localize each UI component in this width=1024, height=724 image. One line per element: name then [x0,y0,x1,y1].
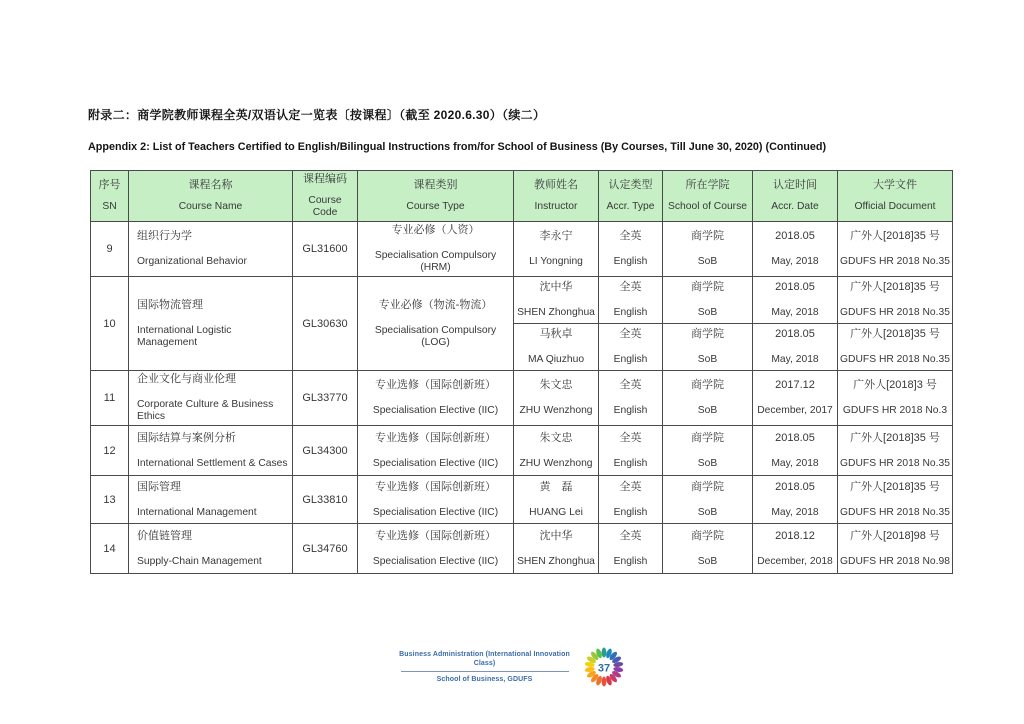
type-cell [358,426,514,476]
header-sn-en: SN [102,201,117,212]
school-cell [663,324,753,371]
doc-en: GDUFS HR 2018 No.35 [840,354,950,365]
doc-en: GDUFS HR 2018 No.35 [840,457,950,469]
date-zh: 2018.05 [775,230,815,242]
header-course-type-en: Course Type [406,201,465,212]
accr-type-en: English [613,354,648,365]
type-cell [358,524,514,574]
instructor-zh: 沈中华 [539,281,573,293]
accr-type-en: English [613,405,648,416]
header-instructor-en: Instructor [534,201,578,212]
school-cell [663,524,753,574]
header-accr-date-en: Accr. Date [771,201,819,212]
sn-cell: 13 [91,476,129,524]
date-en: December, 2018 [757,555,833,567]
accr-type-cell [599,277,663,324]
instructor-en: ZHU Wenzhong [519,405,593,416]
type-zh: 专业必修（物流-物流） [378,298,493,311]
course-en: International Management [137,506,257,518]
sn-cell: 9 [91,222,129,277]
type-en: Specialisation Compulsory (HRM) [374,250,497,273]
code-cell: GL33810 [293,476,358,524]
school-cell [663,426,753,476]
school-zh: 商学院 [691,230,724,242]
instructor-zh: 李永宁 [539,230,573,242]
course-zh: 国际管理 [137,480,181,493]
instructor-zh: 马秋卓 [539,328,573,340]
header-school [663,171,753,222]
school-zh: 商学院 [691,431,724,444]
sn-cell: 10 [91,277,129,371]
accr-type-cell [599,324,663,371]
table-row [91,371,953,426]
title-chinese: 附录二：商学院教师课程全英/双语认定一览表〔按课程〕（截至 2020.6.30）（续二） [88,108,546,122]
accr-type-zh: 全英 [619,431,642,444]
accr-type-cell [599,524,663,574]
code-cell: GL34300 [293,426,358,476]
school-en: SoB [697,405,718,416]
school-en: SoB [697,354,718,365]
date-cell [753,222,838,277]
date-en: May, 2018 [771,506,819,518]
table-row [91,277,953,324]
type-zh: 专业选修（国际创新班） [375,431,496,444]
type-zh: 专业必修（人资） [391,224,480,236]
header-sn [91,171,129,222]
course-cell [129,222,293,277]
certification-table [90,170,953,574]
accr-type-zh: 全英 [619,230,642,242]
header-accr-date-zh: 认定时间 [773,179,817,191]
school-zh: 商学院 [691,529,724,542]
date-en: May, 2018 [771,354,819,365]
accr-type-zh: 全英 [619,379,642,391]
doc-en: GDUFS HR 2018 No.35 [840,307,950,318]
school-cell [663,222,753,277]
school-cell [663,371,753,426]
doc-cell [838,222,953,277]
header-official-doc-en: Official Document [854,201,936,212]
instructor-en: SHEN Zhonghua [517,555,595,567]
accr-type-cell [599,426,663,476]
header-accr-type-zh: 认定类型 [608,179,653,191]
course-zh: 企业文化与商业伦理 [137,373,236,385]
footer-program-line: Business Administration (International Innovation Class) [399,651,570,667]
doc-cell [838,324,953,371]
date-cell [753,324,838,371]
instructor-en: SHEN Zhonghua [517,307,595,318]
doc-cell [838,426,953,476]
type-zh: 专业选修（国际创新班） [375,480,496,493]
header-official-doc [838,171,953,222]
accr-type-en: English [613,555,648,567]
doc-en: GDUFS HR 2018 No.3 [842,405,948,416]
table-row [91,222,953,277]
header-course-name-zh: 课程名称 [188,179,233,191]
instructor-cell [514,324,599,371]
school-en: SoB [697,256,718,267]
page-footer [0,645,1024,689]
table-row [91,524,953,574]
course-en: Organizational Behavior [137,256,247,267]
course-en: Corporate Culture & Business Ethics [137,399,274,422]
date-en: May, 2018 [771,256,819,267]
doc-en: GDUFS HR 2018 No.98 [840,555,950,567]
instructor-en: HUANG Lei [529,506,583,518]
date-en: May, 2018 [771,457,819,469]
type-zh: 专业选修（国际创新班） [375,379,496,391]
date-zh: 2018.05 [775,431,815,444]
date-zh: 2018.05 [775,328,815,340]
doc-zh: 广外人[2018]35 号 [850,328,940,340]
course-cell [129,524,293,574]
header-course-code-zh: 课程编码 [303,173,347,185]
header-accr-type-en: Accr. Type [606,201,655,212]
date-zh: 2018.05 [775,281,815,293]
title-english: Appendix 2: List of Teachers Certified to English/Bilingual Instructions from/for School of Business (By Courses, Till June 30, 2020) (Continued) [88,141,827,153]
accr-type-en: English [613,457,648,469]
date-cell [753,426,838,476]
header-instructor-zh: 教师姓名 [534,179,578,191]
school-cell [663,277,753,324]
page-number: 37 [597,662,610,675]
date-cell [753,277,838,324]
course-en: International Settlement & Cases [137,457,288,469]
instructor-cell [514,476,599,524]
course-en: Supply-Chain Management [137,555,262,567]
instructor-cell [514,426,599,476]
instructor-zh: 朱文忠 [539,431,573,444]
instructor-cell [514,277,599,324]
header-school-en: School of Course [668,201,747,212]
doc-zh: 广外人[2018]35 号 [850,480,940,493]
page-number-logo [582,645,626,689]
school-zh: 商学院 [691,480,724,493]
accr-type-cell [599,222,663,277]
instructor-cell [514,371,599,426]
type-en: Specialisation Elective (IIC) [372,506,499,518]
sn-cell: 11 [91,371,129,426]
type-zh: 专业选修（国际创新班） [375,529,496,542]
header-course-type-zh: 课程类别 [413,179,458,191]
instructor-en: ZHU Wenzhong [519,457,593,469]
date-zh: 2018.05 [775,480,815,493]
type-cell [358,476,514,524]
header-accr-date [753,171,838,222]
course-cell [129,476,293,524]
course-zh: 组织行为学 [137,230,192,242]
header-row [91,171,953,222]
type-en: Specialisation Elective (IIC) [372,555,499,567]
header-instructor [514,171,599,222]
code-cell: GL33770 [293,371,358,426]
header-course-code-en: Course Code [308,195,342,218]
accr-type-cell [599,476,663,524]
code-cell: GL31600 [293,222,358,277]
doc-zh: 广外人[2018]35 号 [850,230,940,242]
instructor-zh: 沈中华 [539,529,573,542]
header-accr-type [599,171,663,222]
course-zh: 价值链管理 [137,529,192,542]
table-row [91,426,953,476]
accr-type-zh: 全英 [619,328,642,340]
date-en: May, 2018 [771,307,819,318]
header-course-name-en: Course Name [178,201,243,212]
doc-cell [838,524,953,574]
accr-type-en: English [613,256,648,267]
type-cell [358,371,514,426]
course-en: International Logistic Management [137,324,232,348]
type-en: Specialisation Elective (IIC) [372,405,499,416]
table-row [91,476,953,524]
school-cell [663,476,753,524]
course-zh: 国际结算与案例分析 [137,431,236,444]
type-en: Specialisation Elective (IIC) [372,457,499,469]
accr-type-en: English [613,506,648,518]
header-course-code [293,171,358,222]
instructor-zh: 黄 磊 [539,480,573,493]
course-cell [129,426,293,476]
code-cell: GL30630 [293,277,358,371]
type-cell [358,277,514,371]
doc-en: GDUFS HR 2018 No.35 [840,256,950,267]
header-course-type [358,171,514,222]
doc-zh: 广外人[2018]35 号 [850,431,940,444]
footer-divider [401,671,569,672]
school-en: SoB [697,506,718,518]
doc-zh: 广外人[2018]98 号 [850,529,940,542]
sn-cell: 14 [91,524,129,574]
doc-zh: 广外人[2018]35 号 [850,281,940,293]
type-cell [358,222,514,277]
date-zh: 2018.12 [775,529,815,542]
header-sn-zh: 序号 [98,179,121,191]
school-en: SoB [697,457,718,469]
header-school-zh: 所在学院 [685,179,730,191]
footer-school-line: School of Business, GDUFS [436,676,533,683]
sn-cell: 12 [91,426,129,476]
instructor-en: LI Yongning [529,256,583,267]
school-zh: 商学院 [691,328,724,340]
date-cell [753,371,838,426]
accr-type-zh: 全英 [619,281,642,293]
accr-type-zh: 全英 [619,480,642,493]
course-cell [129,371,293,426]
doc-zh: 广外人[2018]3 号 [853,379,937,391]
instructor-zh: 朱文忠 [539,379,573,391]
date-cell [753,476,838,524]
doc-cell [838,277,953,324]
instructor-en: MA Qiuzhuo [527,354,585,365]
school-zh: 商学院 [691,379,724,391]
instructor-cell [514,524,599,574]
doc-cell [838,371,953,426]
type-en: Specialisation Compulsory (LOG) [374,324,497,348]
footer-program-block [399,650,571,684]
course-cell [129,277,293,371]
accr-type-zh: 全英 [619,529,642,542]
accr-type-cell [599,371,663,426]
school-en: SoB [697,307,718,318]
header-course-name [129,171,293,222]
date-zh: 2017.12 [775,379,815,391]
doc-cell [838,476,953,524]
date-en: December, 2017 [757,405,833,416]
school-zh: 商学院 [691,281,724,293]
code-cell: GL34760 [293,524,358,574]
school-en: SoB [697,555,718,567]
date-cell [753,524,838,574]
course-zh: 国际物流管理 [137,298,203,311]
instructor-cell [514,222,599,277]
doc-en: GDUFS HR 2018 No.35 [840,506,950,518]
accr-type-en: English [613,307,648,318]
header-official-doc-zh: 大学文件 [873,179,917,191]
